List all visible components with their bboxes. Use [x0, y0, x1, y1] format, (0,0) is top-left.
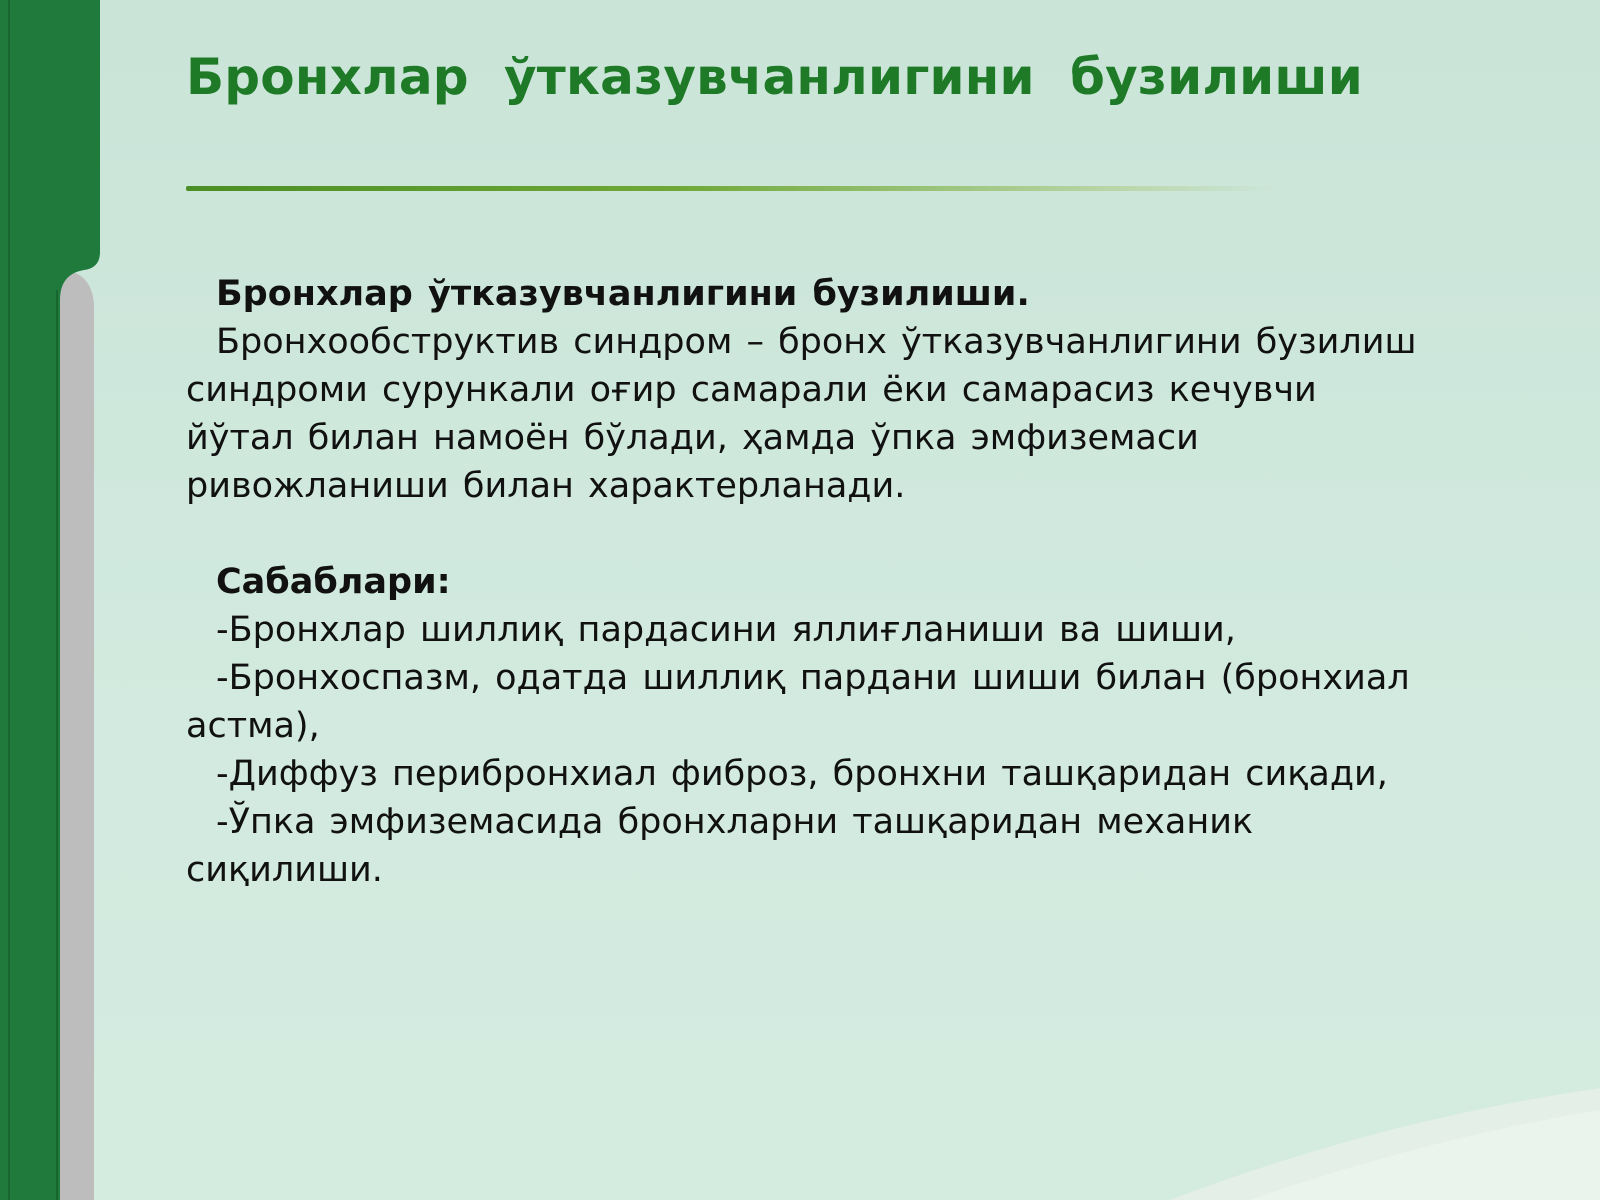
- cause-item: -Бронхоспазм, одатда шиллиқ пардани шиши билан (бронхиал астма),: [186, 658, 1410, 746]
- cause-item: -Бронхлар шиллиқ пардасини яллиғланиши ва шиши,: [216, 610, 1236, 650]
- title-underline: [186, 186, 1276, 191]
- spacer: [186, 510, 1436, 558]
- definition-paragraph: Бронхообструктив синдром – бронх ўтказувчанлигини бузилиш синдроми сурункали оғир самарали ёки самарасиз кечувчи йўтал билан намоён бўлади, ҳамда ўпка эмфиземаси ривожланиши билан характерланади.: [186, 322, 1417, 506]
- causes-heading: Сабаблари:: [216, 562, 451, 602]
- cause-item: -Диффуз перибронхиал фиброз, бронхни ташқаридан сиқади,: [216, 754, 1388, 794]
- cause-item: -Ўпка эмфиземасида бронхларни ташқаридан механик сиқилиши.: [186, 802, 1254, 890]
- slide-content: [186, 270, 1436, 894]
- slide-title: Бронхлар ўтказувчанлигини бузилиши: [186, 48, 1363, 106]
- section-heading: Бронхлар ўтказувчанлигини бузилиши.: [216, 274, 1030, 314]
